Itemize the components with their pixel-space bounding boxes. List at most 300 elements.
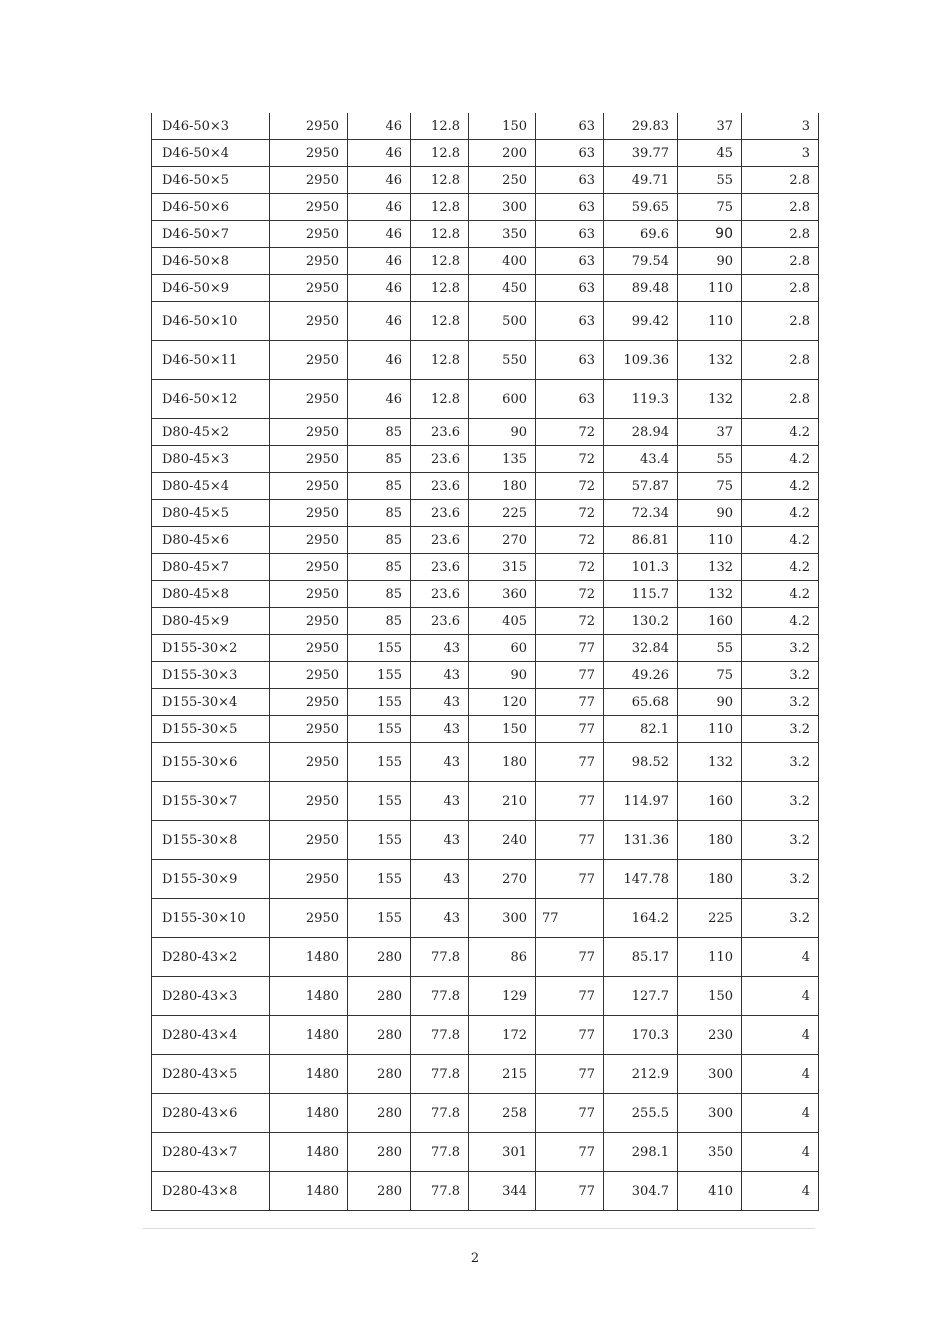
npsh-cell: 4 (742, 1055, 819, 1094)
shaft-power-cell: 127.7 (604, 977, 678, 1016)
head-cell: 129 (469, 977, 536, 1016)
npsh-cell: 4 (742, 1133, 819, 1172)
flow-m3h-cell: 85 (348, 581, 411, 608)
shaft-power-cell: 298.1 (604, 1133, 678, 1172)
motor-power-cell: 75 (678, 473, 742, 500)
shaft-power-cell: 114.97 (604, 782, 678, 821)
motor-power-cell: 55 (678, 635, 742, 662)
efficiency-cell: 63 (536, 341, 604, 380)
flow-m3h-cell: 155 (348, 662, 411, 689)
flow-ls-cell: 43 (411, 743, 469, 782)
shaft-power-cell: 69.6 (604, 221, 678, 248)
pump-spec-table-container (151, 113, 818, 1211)
flow-ls-cell: 23.6 (411, 581, 469, 608)
flow-m3h-cell: 155 (348, 860, 411, 899)
npsh-cell: 2.8 (742, 194, 819, 221)
speed-cell: 2950 (270, 689, 348, 716)
table-row (152, 113, 819, 140)
shaft-power-cell: 65.68 (604, 689, 678, 716)
speed-cell: 2950 (270, 302, 348, 341)
shaft-power-cell: 85.17 (604, 938, 678, 977)
table-row (152, 248, 819, 275)
shaft-power-cell: 32.84 (604, 635, 678, 662)
motor-power-cell: 160 (678, 782, 742, 821)
speed-cell: 2950 (270, 473, 348, 500)
npsh-cell: 3.2 (742, 716, 819, 743)
efficiency-cell: 72 (536, 581, 604, 608)
flow-ls-cell: 77.8 (411, 1094, 469, 1133)
speed-cell: 2950 (270, 275, 348, 302)
speed-cell: 1480 (270, 938, 348, 977)
model-cell: D46-50×5 (152, 167, 270, 194)
flow-m3h-cell: 280 (348, 977, 411, 1016)
flow-m3h-cell: 280 (348, 1172, 411, 1211)
speed-cell: 2950 (270, 821, 348, 860)
model-cell: D280-43×4 (152, 1016, 270, 1055)
head-cell: 270 (469, 527, 536, 554)
flow-ls-cell: 43 (411, 635, 469, 662)
model-cell: D280-43×5 (152, 1055, 270, 1094)
efficiency-cell: 77 (536, 689, 604, 716)
flow-m3h-cell: 46 (348, 248, 411, 275)
flow-m3h-cell: 85 (348, 500, 411, 527)
motor-power-cell: 110 (678, 716, 742, 743)
efficiency-cell: 77 (536, 635, 604, 662)
flow-m3h-cell: 46 (348, 380, 411, 419)
motor-power-cell: 110 (678, 302, 742, 341)
shaft-power-cell: 49.26 (604, 662, 678, 689)
head-cell: 344 (469, 1172, 536, 1211)
flow-ls-cell: 12.8 (411, 167, 469, 194)
speed-cell: 2950 (270, 167, 348, 194)
speed-cell: 2950 (270, 782, 348, 821)
flow-m3h-cell: 155 (348, 821, 411, 860)
efficiency-cell: 77 (536, 782, 604, 821)
flow-m3h-cell: 85 (348, 527, 411, 554)
flow-m3h-cell: 46 (348, 140, 411, 167)
flow-ls-cell: 23.6 (411, 554, 469, 581)
efficiency-cell: 72 (536, 473, 604, 500)
motor-power-cell: 160 (678, 608, 742, 635)
shaft-power-cell: 99.42 (604, 302, 678, 341)
flow-m3h-cell: 46 (348, 341, 411, 380)
shaft-power-cell: 39.77 (604, 140, 678, 167)
model-cell: D46-50×3 (152, 113, 270, 140)
speed-cell: 1480 (270, 1094, 348, 1133)
table-row (152, 473, 819, 500)
npsh-cell: 2.8 (742, 341, 819, 380)
head-cell: 450 (469, 275, 536, 302)
table-row (152, 140, 819, 167)
speed-cell: 2950 (270, 662, 348, 689)
head-cell: 400 (469, 248, 536, 275)
flow-ls-cell: 77.8 (411, 1055, 469, 1094)
shaft-power-cell: 79.54 (604, 248, 678, 275)
table-row (152, 221, 819, 248)
speed-cell: 2950 (270, 113, 348, 140)
shaft-power-cell: 98.52 (604, 743, 678, 782)
speed-cell: 2950 (270, 380, 348, 419)
flow-m3h-cell: 155 (348, 716, 411, 743)
flow-m3h-cell: 46 (348, 194, 411, 221)
speed-cell: 1480 (270, 1133, 348, 1172)
head-cell: 258 (469, 1094, 536, 1133)
motor-power-cell: 90 (678, 248, 742, 275)
efficiency-cell: 63 (536, 380, 604, 419)
speed-cell: 2950 (270, 608, 348, 635)
table-row (152, 380, 819, 419)
head-cell: 135 (469, 446, 536, 473)
flow-ls-cell: 12.8 (411, 275, 469, 302)
motor-power-cell: 132 (678, 581, 742, 608)
motor-power-cell: 350 (678, 1133, 742, 1172)
flow-ls-cell: 43 (411, 860, 469, 899)
shaft-power-cell: 43.4 (604, 446, 678, 473)
motor-power-cell: 410 (678, 1172, 742, 1211)
efficiency-cell: 63 (536, 140, 604, 167)
model-cell: D46-50×6 (152, 194, 270, 221)
motor-power-cell: 75 (678, 662, 742, 689)
flow-ls-cell: 12.8 (411, 380, 469, 419)
efficiency-cell: 77 (536, 860, 604, 899)
flow-m3h-cell: 155 (348, 899, 411, 938)
shaft-power-cell: 147.78 (604, 860, 678, 899)
npsh-cell: 3 (742, 140, 819, 167)
flow-ls-cell: 12.8 (411, 341, 469, 380)
head-cell: 405 (469, 608, 536, 635)
motor-power-cell: 90 (678, 221, 742, 248)
table-row (152, 1172, 819, 1211)
head-cell: 150 (469, 716, 536, 743)
flow-m3h-cell: 46 (348, 113, 411, 140)
shaft-power-cell: 212.9 (604, 1055, 678, 1094)
npsh-cell: 2.8 (742, 167, 819, 194)
flow-ls-cell: 77.8 (411, 938, 469, 977)
model-cell: D280-43×2 (152, 938, 270, 977)
head-cell: 600 (469, 380, 536, 419)
motor-power-cell: 110 (678, 527, 742, 554)
model-cell: D80-45×7 (152, 554, 270, 581)
flow-ls-cell: 23.6 (411, 446, 469, 473)
speed-cell: 1480 (270, 1055, 348, 1094)
efficiency-cell: 77 (536, 716, 604, 743)
flow-ls-cell: 43 (411, 662, 469, 689)
model-cell: D46-50×12 (152, 380, 270, 419)
efficiency-cell: 63 (536, 248, 604, 275)
motor-power-cell: 150 (678, 977, 742, 1016)
speed-cell: 2950 (270, 899, 348, 938)
shaft-power-cell: 131.36 (604, 821, 678, 860)
model-cell: D155-30×6 (152, 743, 270, 782)
flow-ls-cell: 77.8 (411, 1172, 469, 1211)
model-cell: D155-30×3 (152, 662, 270, 689)
npsh-cell: 3.2 (742, 860, 819, 899)
table-row (152, 527, 819, 554)
motor-power-cell: 55 (678, 167, 742, 194)
shaft-power-cell: 170.3 (604, 1016, 678, 1055)
npsh-cell: 4 (742, 938, 819, 977)
head-cell: 240 (469, 821, 536, 860)
flow-ls-cell: 43 (411, 899, 469, 938)
footer-divider (143, 1228, 815, 1229)
shaft-power-cell: 86.81 (604, 527, 678, 554)
pump-spec-table-body (152, 113, 819, 1211)
speed-cell: 2950 (270, 554, 348, 581)
efficiency-cell: 72 (536, 500, 604, 527)
efficiency-cell: 63 (536, 167, 604, 194)
table-row (152, 341, 819, 380)
efficiency-cell: 63 (536, 194, 604, 221)
motor-power-cell: 90 (678, 500, 742, 527)
table-row (152, 635, 819, 662)
model-cell: D46-50×8 (152, 248, 270, 275)
model-cell: D46-50×9 (152, 275, 270, 302)
motor-power-cell: 180 (678, 821, 742, 860)
speed-cell: 2950 (270, 743, 348, 782)
efficiency-cell: 72 (536, 419, 604, 446)
model-cell: D46-50×11 (152, 341, 270, 380)
efficiency-cell: 77 (536, 938, 604, 977)
page-number: 2 (470, 1251, 480, 1266)
npsh-cell: 3.2 (742, 821, 819, 860)
flow-m3h-cell: 155 (348, 743, 411, 782)
efficiency-cell: 77 (536, 1172, 604, 1211)
motor-power-cell: 132 (678, 341, 742, 380)
table-row (152, 446, 819, 473)
npsh-cell: 3.2 (742, 635, 819, 662)
motor-power-cell: 55 (678, 446, 742, 473)
efficiency-cell: 72 (536, 446, 604, 473)
motor-power-cell: 110 (678, 275, 742, 302)
head-cell: 315 (469, 554, 536, 581)
shaft-power-cell: 130.2 (604, 608, 678, 635)
speed-cell: 2950 (270, 500, 348, 527)
npsh-cell: 3.2 (742, 689, 819, 716)
head-cell: 90 (469, 419, 536, 446)
head-cell: 350 (469, 221, 536, 248)
npsh-cell: 3.2 (742, 743, 819, 782)
motor-power-cell: 300 (678, 1094, 742, 1133)
flow-m3h-cell: 46 (348, 302, 411, 341)
head-cell: 300 (469, 194, 536, 221)
model-cell: D80-45×3 (152, 446, 270, 473)
flow-m3h-cell: 280 (348, 938, 411, 977)
npsh-cell: 3 (742, 113, 819, 140)
model-cell: D155-30×2 (152, 635, 270, 662)
shaft-power-cell: 255.5 (604, 1094, 678, 1133)
speed-cell: 1480 (270, 1172, 348, 1211)
efficiency-cell: 63 (536, 275, 604, 302)
head-cell: 200 (469, 140, 536, 167)
head-cell: 210 (469, 782, 536, 821)
flow-m3h-cell: 85 (348, 608, 411, 635)
shaft-power-cell: 304.7 (604, 1172, 678, 1211)
flow-ls-cell: 43 (411, 782, 469, 821)
npsh-cell: 4.2 (742, 473, 819, 500)
table-row (152, 977, 819, 1016)
speed-cell: 2950 (270, 446, 348, 473)
speed-cell: 2950 (270, 581, 348, 608)
model-cell: D80-45×6 (152, 527, 270, 554)
speed-cell: 2950 (270, 341, 348, 380)
model-cell: D155-30×4 (152, 689, 270, 716)
head-cell: 225 (469, 500, 536, 527)
shaft-power-cell: 115.7 (604, 581, 678, 608)
flow-ls-cell: 12.8 (411, 113, 469, 140)
motor-power-cell: 230 (678, 1016, 742, 1055)
flow-ls-cell: 12.8 (411, 221, 469, 248)
npsh-cell: 4.2 (742, 500, 819, 527)
flow-m3h-cell: 280 (348, 1055, 411, 1094)
flow-ls-cell: 12.8 (411, 302, 469, 341)
speed-cell: 2950 (270, 635, 348, 662)
table-row (152, 938, 819, 977)
flow-ls-cell: 77.8 (411, 1133, 469, 1172)
model-cell: D46-50×10 (152, 302, 270, 341)
flow-ls-cell: 23.6 (411, 527, 469, 554)
model-cell: D80-45×2 (152, 419, 270, 446)
model-cell: D46-50×4 (152, 140, 270, 167)
npsh-cell: 4.2 (742, 554, 819, 581)
table-row (152, 782, 819, 821)
table-row (152, 1094, 819, 1133)
motor-power-cell: 75 (678, 194, 742, 221)
efficiency-cell: 77 (536, 821, 604, 860)
npsh-cell: 2.8 (742, 380, 819, 419)
flow-m3h-cell: 85 (348, 446, 411, 473)
shaft-power-cell: 101.3 (604, 554, 678, 581)
shaft-power-cell: 82.1 (604, 716, 678, 743)
head-cell: 180 (469, 743, 536, 782)
shaft-power-cell: 59.65 (604, 194, 678, 221)
speed-cell: 2950 (270, 194, 348, 221)
table-row (152, 1016, 819, 1055)
npsh-cell: 4.2 (742, 608, 819, 635)
flow-m3h-cell: 155 (348, 782, 411, 821)
speed-cell: 1480 (270, 977, 348, 1016)
head-cell: 301 (469, 1133, 536, 1172)
npsh-cell: 2.8 (742, 221, 819, 248)
motor-power-cell: 132 (678, 554, 742, 581)
speed-cell: 2950 (270, 419, 348, 446)
efficiency-cell: 72 (536, 527, 604, 554)
model-cell: D80-45×4 (152, 473, 270, 500)
motor-power-cell: 37 (678, 419, 742, 446)
table-row (152, 689, 819, 716)
efficiency-cell: 77 (536, 743, 604, 782)
npsh-cell: 4.2 (742, 419, 819, 446)
table-row (152, 860, 819, 899)
model-cell: D80-45×9 (152, 608, 270, 635)
motor-power-cell: 45 (678, 140, 742, 167)
npsh-cell: 4 (742, 1016, 819, 1055)
efficiency-cell: 63 (536, 302, 604, 341)
motor-power-cell: 132 (678, 380, 742, 419)
model-cell: D155-30×8 (152, 821, 270, 860)
head-cell: 270 (469, 860, 536, 899)
table-row (152, 194, 819, 221)
flow-m3h-cell: 155 (348, 635, 411, 662)
flow-m3h-cell: 85 (348, 473, 411, 500)
npsh-cell: 4.2 (742, 581, 819, 608)
speed-cell: 2950 (270, 140, 348, 167)
shaft-power-cell: 119.3 (604, 380, 678, 419)
model-cell: D280-43×6 (152, 1094, 270, 1133)
flow-ls-cell: 12.8 (411, 140, 469, 167)
model-cell: D280-43×3 (152, 977, 270, 1016)
npsh-cell: 2.8 (742, 275, 819, 302)
table-row (152, 554, 819, 581)
flow-m3h-cell: 85 (348, 419, 411, 446)
efficiency-cell: 77 (536, 899, 604, 938)
efficiency-cell: 77 (536, 662, 604, 689)
npsh-cell: 4.2 (742, 446, 819, 473)
table-row (152, 716, 819, 743)
table-row (152, 275, 819, 302)
efficiency-cell: 77 (536, 1133, 604, 1172)
efficiency-cell: 63 (536, 221, 604, 248)
head-cell: 120 (469, 689, 536, 716)
npsh-cell: 3.2 (742, 899, 819, 938)
head-cell: 250 (469, 167, 536, 194)
flow-ls-cell: 12.8 (411, 248, 469, 275)
head-cell: 90 (469, 662, 536, 689)
flow-m3h-cell: 280 (348, 1016, 411, 1055)
flow-m3h-cell: 46 (348, 221, 411, 248)
table-row (152, 1055, 819, 1094)
table-row (152, 167, 819, 194)
efficiency-cell: 77 (536, 1016, 604, 1055)
motor-power-cell: 300 (678, 1055, 742, 1094)
flow-ls-cell: 23.6 (411, 419, 469, 446)
flow-m3h-cell: 85 (348, 554, 411, 581)
motor-power-cell: 110 (678, 938, 742, 977)
speed-cell: 1480 (270, 1016, 348, 1055)
shaft-power-cell: 29.83 (604, 113, 678, 140)
table-row (152, 662, 819, 689)
head-cell: 150 (469, 113, 536, 140)
efficiency-cell: 63 (536, 113, 604, 140)
model-cell: D155-30×5 (152, 716, 270, 743)
motor-power-cell: 37 (678, 113, 742, 140)
npsh-cell: 2.8 (742, 302, 819, 341)
head-cell: 172 (469, 1016, 536, 1055)
flow-ls-cell: 43 (411, 716, 469, 743)
motor-power-cell: 90 (678, 689, 742, 716)
flow-ls-cell: 77.8 (411, 1016, 469, 1055)
motor-power-cell: 180 (678, 860, 742, 899)
npsh-cell: 2.8 (742, 248, 819, 275)
head-cell: 86 (469, 938, 536, 977)
flow-m3h-cell: 155 (348, 689, 411, 716)
model-cell: D280-43×7 (152, 1133, 270, 1172)
efficiency-cell: 77 (536, 977, 604, 1016)
npsh-cell: 3.2 (742, 782, 819, 821)
table-row (152, 743, 819, 782)
npsh-cell: 3.2 (742, 662, 819, 689)
table-row (152, 419, 819, 446)
table-row (152, 608, 819, 635)
shaft-power-cell: 164.2 (604, 899, 678, 938)
speed-cell: 2950 (270, 221, 348, 248)
flow-ls-cell: 43 (411, 821, 469, 860)
flow-ls-cell: 12.8 (411, 194, 469, 221)
table-row (152, 302, 819, 341)
shaft-power-cell: 89.48 (604, 275, 678, 302)
flow-m3h-cell: 46 (348, 167, 411, 194)
model-cell: D155-30×9 (152, 860, 270, 899)
motor-power-cell: 132 (678, 743, 742, 782)
